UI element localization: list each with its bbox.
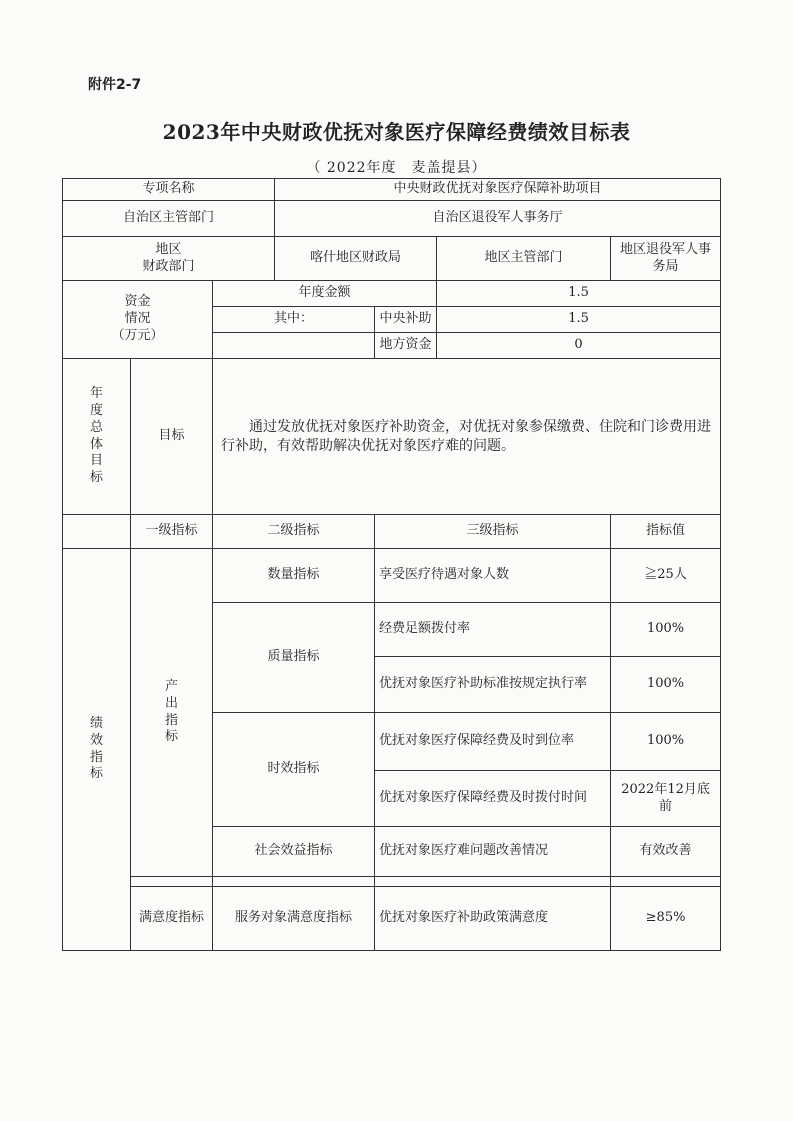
funds-label-line2: 情况	[124, 311, 151, 327]
local-funds-value: 0	[437, 333, 721, 359]
header-level2: 二级指标	[213, 515, 375, 549]
goal-text: 通过发放优抚对象医疗补助资金，对优抚对象参保缴费、住院和门诊费用进行补助，有效帮助解决优抚对象医疗难的问题。	[221, 419, 711, 454]
service-item: 优抚对象医疗补助政策满意度	[375, 887, 611, 951]
timeliness-label: 时效指标	[213, 713, 375, 827]
social-value: 有效改善	[611, 827, 721, 877]
spacer-cell-4	[611, 877, 721, 887]
project-value: 中央财政优抚对象医疗保障补助项目	[275, 179, 721, 201]
region-dept-row	[63, 201, 721, 237]
local-finance-value: 喀什地区财政局	[275, 237, 437, 281]
quality-item-1: 经费足额拨付率	[375, 603, 611, 657]
output-label-text: 产 出 指 标	[164, 678, 178, 745]
central-subsidy-value: 1.5	[437, 307, 721, 333]
quality-value-1: 100%	[611, 603, 721, 657]
output-label	[131, 549, 213, 877]
of-which-label: 其中：	[213, 307, 375, 333]
service-label: 服务对象满意度指标	[213, 887, 375, 951]
social-item: 优抚对象医疗难问题改善情况	[375, 827, 611, 877]
header-blank	[63, 515, 131, 549]
quantity-value: ≧25人	[611, 549, 721, 603]
attachment-label: 附件2-7	[88, 77, 142, 93]
annual-amount-label: 年度金额	[213, 281, 437, 307]
local-dept-label: 地区主管部门	[437, 237, 611, 281]
spacer-cell-2	[213, 877, 375, 887]
overall-goal-label	[63, 359, 131, 515]
service-value: ≥85%	[611, 887, 721, 951]
performance-label-text: 绩 效 指 标	[89, 715, 103, 782]
goal-label: 目标	[131, 359, 213, 515]
header-level3: 三级指标	[375, 515, 611, 549]
performance-label	[63, 549, 131, 951]
overall-goal-label-text: 年 度 总 体 目 标	[89, 385, 103, 486]
quality-value-2: 100%	[611, 657, 721, 713]
quality-item-2: 优抚对象医疗补助标准按规定执行率	[375, 657, 611, 713]
project-label: 专项名称	[63, 179, 275, 201]
of-which-blank	[213, 333, 375, 359]
central-subsidy-label: 中央补助	[375, 307, 437, 333]
annual-amount-value: 1.5	[437, 281, 721, 307]
funds-label-line1: 资金	[124, 294, 151, 310]
local-finance-label-line1: 地区	[155, 241, 182, 257]
header-value: 指标值	[611, 515, 721, 549]
satisfaction-label: 满意度指标	[131, 887, 213, 951]
local-finance-label	[63, 237, 275, 281]
spacer-cell-3	[375, 877, 611, 887]
header-level1: 一级指标	[131, 515, 213, 549]
quantity-row	[63, 549, 721, 603]
region-dept-value: 自治区退役军人事务厅	[275, 201, 721, 237]
timeliness-value-2: 2022年12月底前	[611, 771, 721, 827]
quantity-label: 数量指标	[213, 549, 375, 603]
funds-label	[63, 281, 213, 359]
page-subtitle: （ 2022年度 麦盖提县）	[306, 160, 487, 176]
spacer-cell-1	[131, 877, 213, 887]
performance-target-table	[62, 178, 721, 951]
quantity-item: 享受医疗待遇对象人数	[375, 549, 611, 603]
quality-label: 质量指标	[213, 603, 375, 713]
overall-goal-row	[63, 359, 721, 515]
timeliness-item-2: 优抚对象医疗保障经费及时拨付时间	[375, 771, 611, 827]
local-finance-label-line2: 财政部门	[142, 258, 195, 274]
funds-label-line3: （万元）	[111, 327, 164, 343]
local-funds-label: 地方资金	[375, 333, 437, 359]
spacer-row	[63, 877, 721, 887]
project-row	[63, 179, 721, 201]
indicator-header-row	[63, 515, 721, 549]
funds-annual-row	[63, 281, 721, 307]
local-dept-value: 地区退役军人事务局	[611, 237, 721, 281]
satisfaction-row	[63, 887, 721, 951]
page-title: 2023年中央财政优抚对象医疗保障经费绩效目标表	[162, 120, 631, 144]
goal-text-cell	[213, 359, 721, 515]
region-dept-label: 自治区主管部门	[63, 201, 275, 237]
local-row	[63, 237, 721, 281]
timeliness-value-1: 100%	[611, 713, 721, 771]
timeliness-item-1: 优抚对象医疗保障经费及时到位率	[375, 713, 611, 771]
social-label: 社会效益指标	[213, 827, 375, 877]
